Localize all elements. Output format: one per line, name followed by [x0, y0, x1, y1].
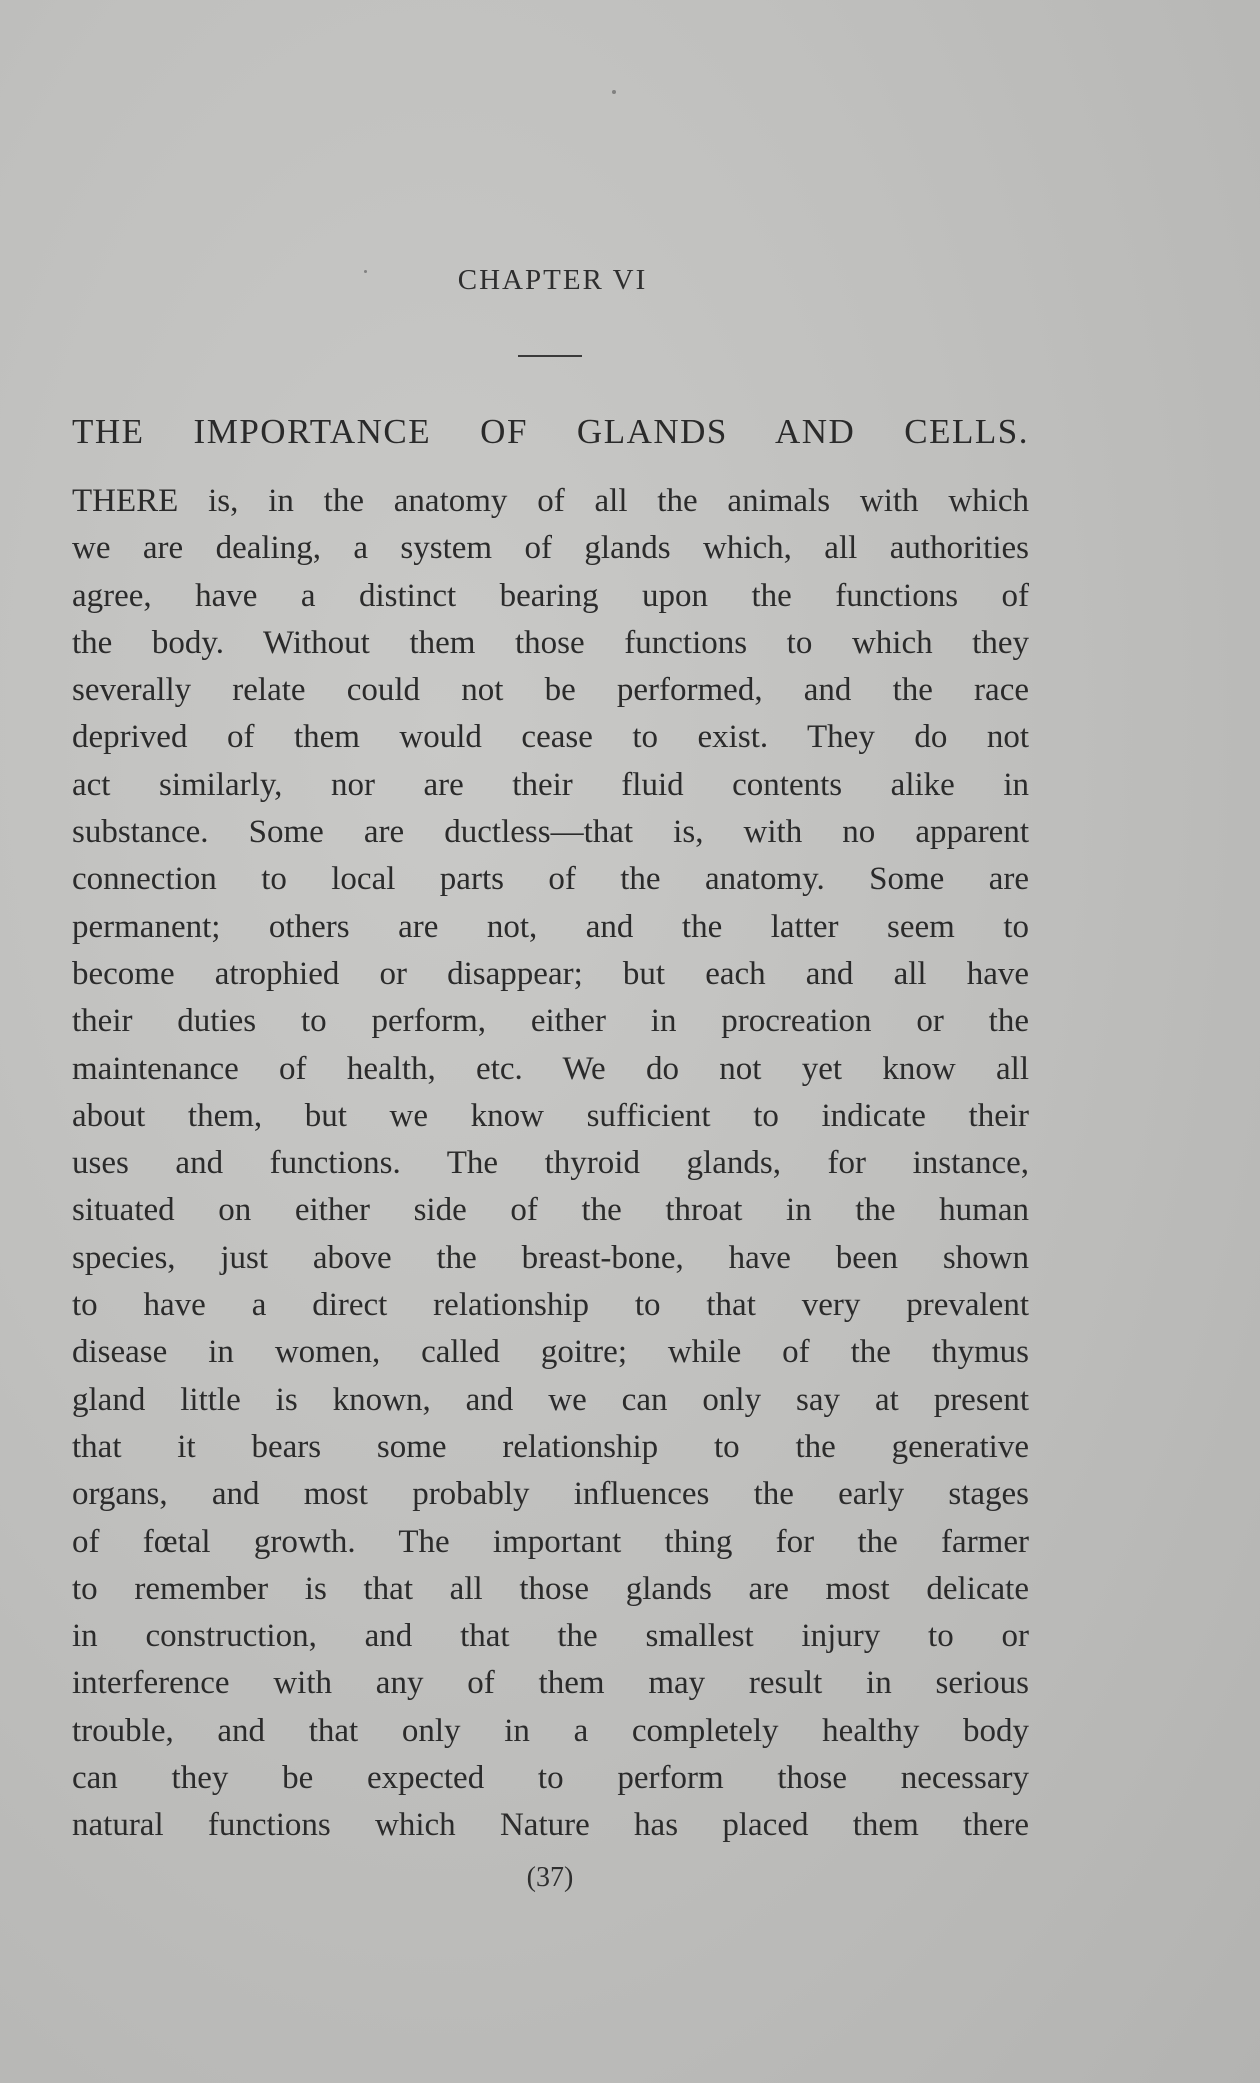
text-line: substance. Some are ductless—that is, with no apparent — [72, 814, 1029, 851]
text-line: natural functions which Nature has placed them there — [72, 1807, 1029, 1844]
text-line: maintenance of health, etc. We do not yet know all — [72, 1050, 1029, 1087]
text-line: interference with any of them may result in serious — [72, 1665, 1029, 1702]
chapter-title: THE IMPORTANCE OF GLANDS AND CELLS. — [72, 412, 1029, 451]
text-line: organs, and most probably influences the early stages — [72, 1476, 1029, 1513]
text-line: the body. Without them those functions to which they — [72, 624, 1029, 661]
text-line: severally relate could not be performed, and the race — [72, 672, 1029, 709]
text-line: of fœtal growth. The important thing for the farmer — [72, 1523, 1029, 1560]
body-text — [72, 478, 1029, 1850]
ink-speck — [612, 90, 616, 94]
text-line: situated on either side of the throat in the human — [72, 1192, 1029, 1229]
heading-divider — [518, 355, 582, 357]
text-line: we are dealing, a system of glands which, all authorities — [72, 530, 1029, 567]
text-line: disease in women, called goitre; while of the thymus — [72, 1334, 1029, 1371]
chapter-heading: CHAPTER VI — [457, 264, 648, 296]
text-line: THERE is, in the anatomy of all the animals with which — [72, 483, 1029, 519]
text-line: about them, but we know sufficient to indicate their — [72, 1097, 1029, 1134]
text-line: gland little is known, and we can only say at present — [72, 1381, 1029, 1418]
text-line: to remember is that all those glands are most delicate — [72, 1570, 1029, 1607]
text-line: in construction, and that the smallest injury to or — [72, 1618, 1029, 1655]
page-number: (37) — [526, 1862, 574, 1893]
text-line: deprived of them would cease to exist. They do not — [72, 719, 1029, 756]
text-line: trouble, and that only in a completely healthy body — [72, 1712, 1029, 1749]
text-line: uses and functions. The thyroid glands, for instance, — [72, 1145, 1029, 1182]
text-line: their duties to perform, either in procreation or the — [72, 1003, 1029, 1040]
text-line: that it bears some relationship to the generative — [72, 1428, 1029, 1465]
text-line: species, just above the breast-bone, have been shown — [72, 1239, 1029, 1276]
text-line: connection to local parts of the anatomy. Some are — [72, 861, 1029, 898]
text-line: permanent; others are not, and the latter seem to — [72, 908, 1029, 945]
text-line: become atrophied or disappear; but each and all have — [72, 955, 1029, 992]
text-line: can they be expected to perform those necessary — [72, 1760, 1029, 1797]
text-line: agree, have a distinct bearing upon the functions of — [72, 577, 1029, 614]
text-line: act similarly, nor are their fluid contents alike in — [72, 766, 1029, 803]
text-line: to have a direct relationship to that very prevalent — [72, 1287, 1029, 1324]
